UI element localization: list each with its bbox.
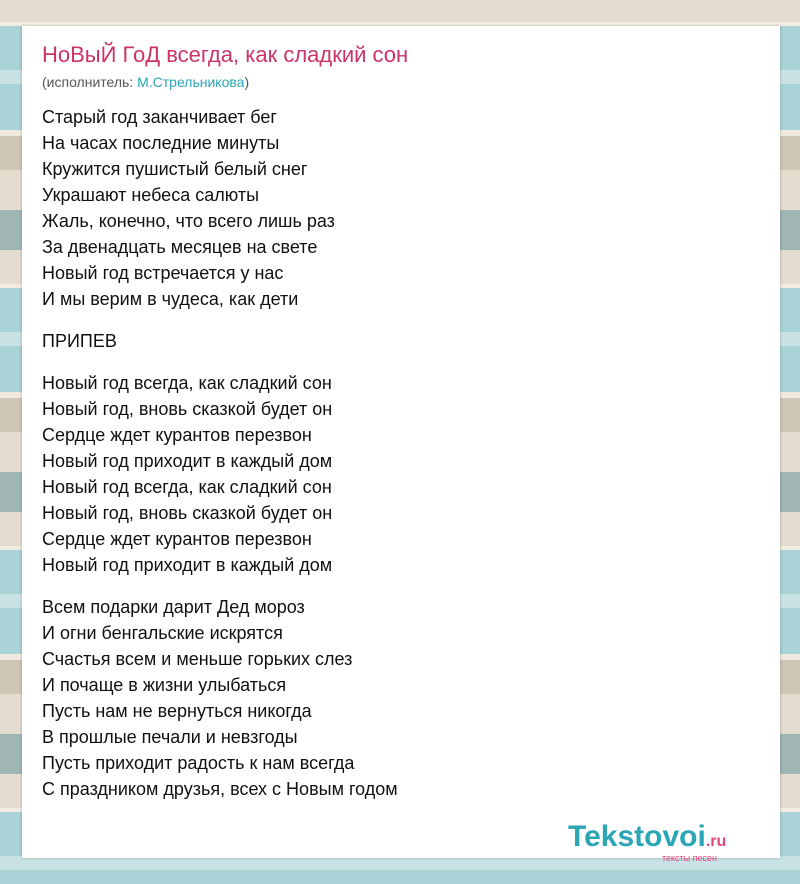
lyric-line: На часах последние минуты	[42, 133, 280, 153]
lyrics-body	[42, 104, 742, 802]
site-logo[interactable]	[568, 820, 727, 863]
artist-suffix: )	[244, 74, 250, 90]
lyric-line: Новый год приходит в каждый дом	[42, 451, 333, 471]
lyric-line: Пусть нам не вернуться никогда	[42, 701, 312, 721]
lyric-line: Жаль, конечно, что всего лишь раз	[42, 211, 335, 231]
artist-link[interactable]: М.Стрельникова	[137, 74, 245, 90]
lyric-line: Украшают небеса салюты	[42, 185, 260, 205]
lyric-line: Новый год всегда, как сладкий сон	[42, 373, 332, 393]
lyric-line: Пусть приходит радость к нам всегда	[42, 753, 355, 773]
lyric-line: И почаще в жизни улыбаться	[42, 675, 287, 695]
logo-tagline: тексты песен	[662, 853, 718, 863]
lyric-line: Счастья всем и меньше горьких слез	[42, 649, 353, 669]
lyric-line: Новый год приходит в каждый дом	[42, 555, 333, 575]
lyric-line: Новый год встречается у нас	[42, 263, 284, 283]
lyric-line: Новый год всегда, как сладкий сон	[42, 477, 332, 497]
lyric-line: И мы верим в чудеса, как дети	[42, 289, 299, 309]
song-title: НоВыЙ ГоД всегда, как сладкий сон	[42, 42, 409, 67]
artist-prefix: (исполнитель:	[42, 74, 138, 90]
lyric-line: За двенадцать месяцев на свете	[42, 237, 318, 257]
chorus-label: ПРИПЕВ	[42, 331, 117, 351]
lyric-line: С праздником друзья, всех с Новым годом	[42, 779, 398, 799]
logo-name: Tekstovoi	[568, 820, 706, 853]
artist-line	[42, 74, 249, 90]
lyric-line: Кружится пушистый белый снег	[42, 159, 308, 179]
lyric-line: В прошлые печали и невзгоды	[42, 727, 298, 747]
lyric-line: Всем подарки дарит Дед мороз	[42, 597, 305, 617]
lyric-line: Сердце ждет курантов перезвон	[42, 425, 312, 445]
lyrics-card	[22, 26, 780, 863]
logo-tld: .ru	[705, 833, 727, 850]
lyric-line: Старый год заканчивает бег	[42, 107, 277, 127]
lyric-line: Сердце ждет курантов перезвон	[42, 529, 312, 549]
lyric-line: Новый год, вновь сказкой будет он	[42, 399, 333, 419]
lyric-line: Новый год, вновь сказкой будет он	[42, 503, 333, 523]
lyric-line: И огни бенгальские искрятся	[42, 623, 283, 643]
